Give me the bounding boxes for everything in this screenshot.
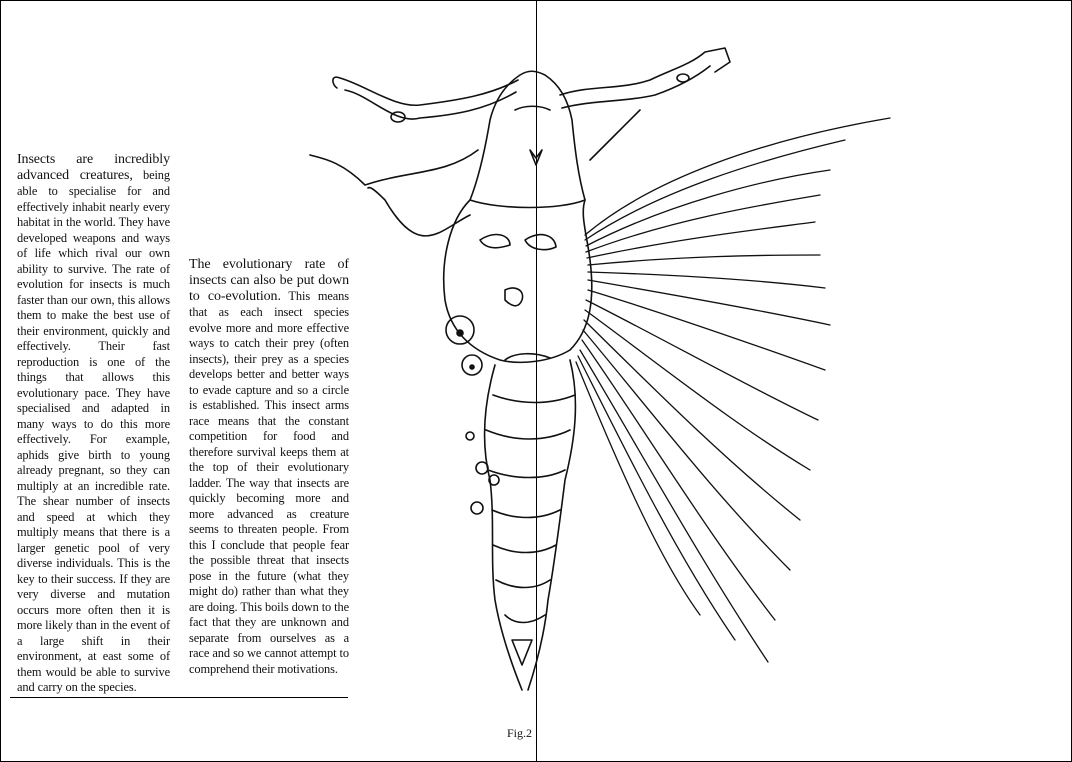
leg-left-middle <box>368 188 470 236</box>
insect-wing <box>576 118 890 662</box>
column2-body: This means that as each insect species evolve more and more effective ways to catch their prey (often insects), their prey as a species develops better and better ways to evade capture and so a circle is established. This insect arms race means that the constant competition for food and therefore survival keeps them at the top of their evolutionary ladder. The way that insects are quickly becoming more and more advanced as creature seems to threaten people. From this I conclude that people fear the possible threat that insects pose in the future (what they might do) rather than what they are doing. This boils down to the fact that they are unknown and separate from ourselves as a race and so we cannot attempt to comprehend their motivations. <box>189 289 349 676</box>
footer-rule <box>10 697 348 698</box>
figure-caption: Fig.2 <box>507 726 533 740</box>
antenna-left <box>333 77 518 122</box>
leg-right-front <box>590 110 640 160</box>
column1-body: being able to specialise for and effectively inhabit nearly every habitat in the world. They have developed weapons and ways of life which rival our own ability to survive. The rate of evolution for insects is much faster than our own, this allows them to make the best use of their environment, quickly and effectively. Their fast reproduction is one of the things that allows this evolutionary pace. They have specialised and adapted in many ways to do this more effectively. For example, aphids give birth to young already pregnant, so they can multiply at an incredible rate. The shear number of insects and speed at which they multiply means that there is a larger genetic pool of very diverse individuals. This is the key to their success. If they are very diverse and mutation occurs more often then it is more likely than in the event of a large shift in their environment, at east some of them would be able to survive and carry on the species. <box>17 168 170 694</box>
leg-left-front <box>310 150 478 185</box>
insect-thorax <box>444 200 592 362</box>
insect-illustration <box>300 40 900 710</box>
column2-lead: The evolutionary rate of insects can also be put down to co-evolution. <box>189 257 349 304</box>
column1-lead: Insects are incredibly advanced creatures, <box>17 152 170 183</box>
text-column-1 <box>17 152 170 696</box>
antenna-right <box>560 48 730 108</box>
insect-abdomen <box>485 360 576 690</box>
insect-head <box>470 71 585 207</box>
